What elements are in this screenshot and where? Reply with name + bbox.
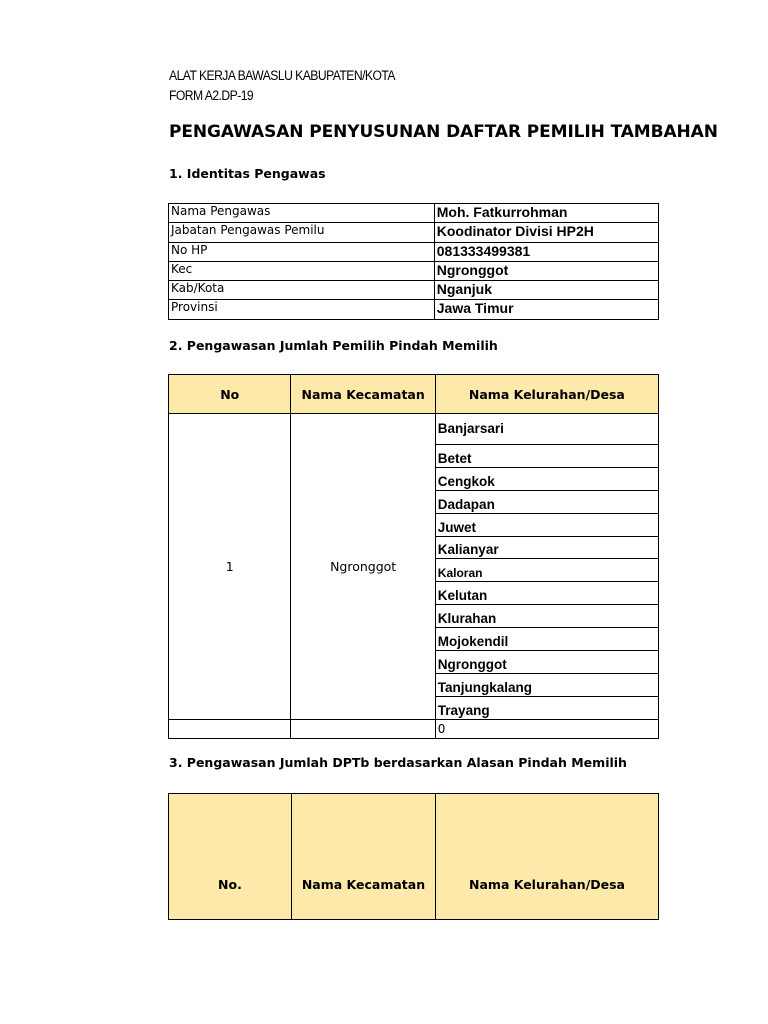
- section-1-heading: 1. Identitas Pengawas: [169, 166, 326, 181]
- kecamatan-name: Ngronggot: [291, 414, 435, 720]
- table-row: [169, 281, 659, 300]
- table-row: [169, 300, 659, 319]
- column-header-kecamatan: Nama Kecamatan: [291, 794, 435, 920]
- desa-name: Klurahan: [435, 605, 658, 628]
- identity-value: 081333499381: [434, 242, 658, 261]
- desa-name: Juwet: [435, 513, 658, 536]
- desa-name: Kalianyar: [435, 536, 658, 559]
- total-row: [169, 719, 659, 738]
- section-3-heading: 3. Pengawasan Jumlah DPTb berdasarkan Alasan Pindah Memilih: [169, 755, 627, 770]
- identity-value: Jawa Timur: [434, 300, 658, 319]
- desa-name: Tanjungkalang: [435, 673, 658, 696]
- desa-name: Kelutan: [435, 582, 658, 605]
- dptb-alasan-table: [168, 793, 659, 920]
- table-row: [169, 223, 659, 242]
- desa-name: Banjarsari: [435, 414, 658, 445]
- table-header-row: [169, 375, 659, 414]
- identity-label: No HP: [169, 242, 435, 261]
- pindah-memilih-table: [168, 374, 659, 739]
- column-header-desa: Nama Kelurahan/Desa: [436, 794, 659, 920]
- table-row: [169, 414, 659, 445]
- table-row: [169, 261, 659, 280]
- column-header-no: No: [169, 375, 291, 414]
- identity-label: Kec: [169, 261, 435, 280]
- document-title: PENGAWASAN PENYUSUNAN DAFTAR PEMILIH TAMBAHAN: [169, 122, 718, 142]
- empty-cell: [169, 719, 291, 738]
- desa-name: Cengkok: [435, 467, 658, 490]
- header-line-2: FORM A2.DP-19: [169, 88, 254, 103]
- desa-name: Kaloran: [435, 559, 658, 582]
- table-header-row: [169, 794, 659, 920]
- identity-value: Nganjuk: [434, 281, 658, 300]
- desa-name: Trayang: [435, 696, 658, 719]
- table-row: [169, 242, 659, 261]
- identity-table: [168, 203, 659, 320]
- total-value: 0: [435, 719, 658, 738]
- identity-label: Nama Pengawas: [169, 204, 435, 223]
- identity-label: Jabatan Pengawas Pemilu: [169, 223, 435, 242]
- identity-label: Kab/Kota: [169, 281, 435, 300]
- header-line-1: ALAT KERJA BAWASLU KABUPATEN/KOTA: [169, 68, 395, 83]
- column-header-kecamatan: Nama Kecamatan: [291, 375, 435, 414]
- desa-name: Mojokendil: [435, 628, 658, 651]
- section-2-heading: 2. Pengawasan Jumlah Pemilih Pindah Memilih: [169, 338, 498, 353]
- identity-label: Provinsi: [169, 300, 435, 319]
- empty-cell: [291, 719, 435, 738]
- table-row: [169, 204, 659, 223]
- desa-name: Betet: [435, 445, 658, 468]
- desa-name: Dadapan: [435, 490, 658, 513]
- column-header-desa: Nama Kelurahan/Desa: [435, 375, 658, 414]
- row-number: 1: [169, 414, 291, 720]
- desa-name: Ngronggot: [435, 651, 658, 674]
- identity-value: Koodinator Divisi HP2H: [434, 223, 658, 242]
- identity-value: Ngronggot: [434, 261, 658, 280]
- column-header-no: No.: [169, 794, 292, 920]
- identity-value: Moh. Fatkurrohman: [434, 204, 658, 223]
